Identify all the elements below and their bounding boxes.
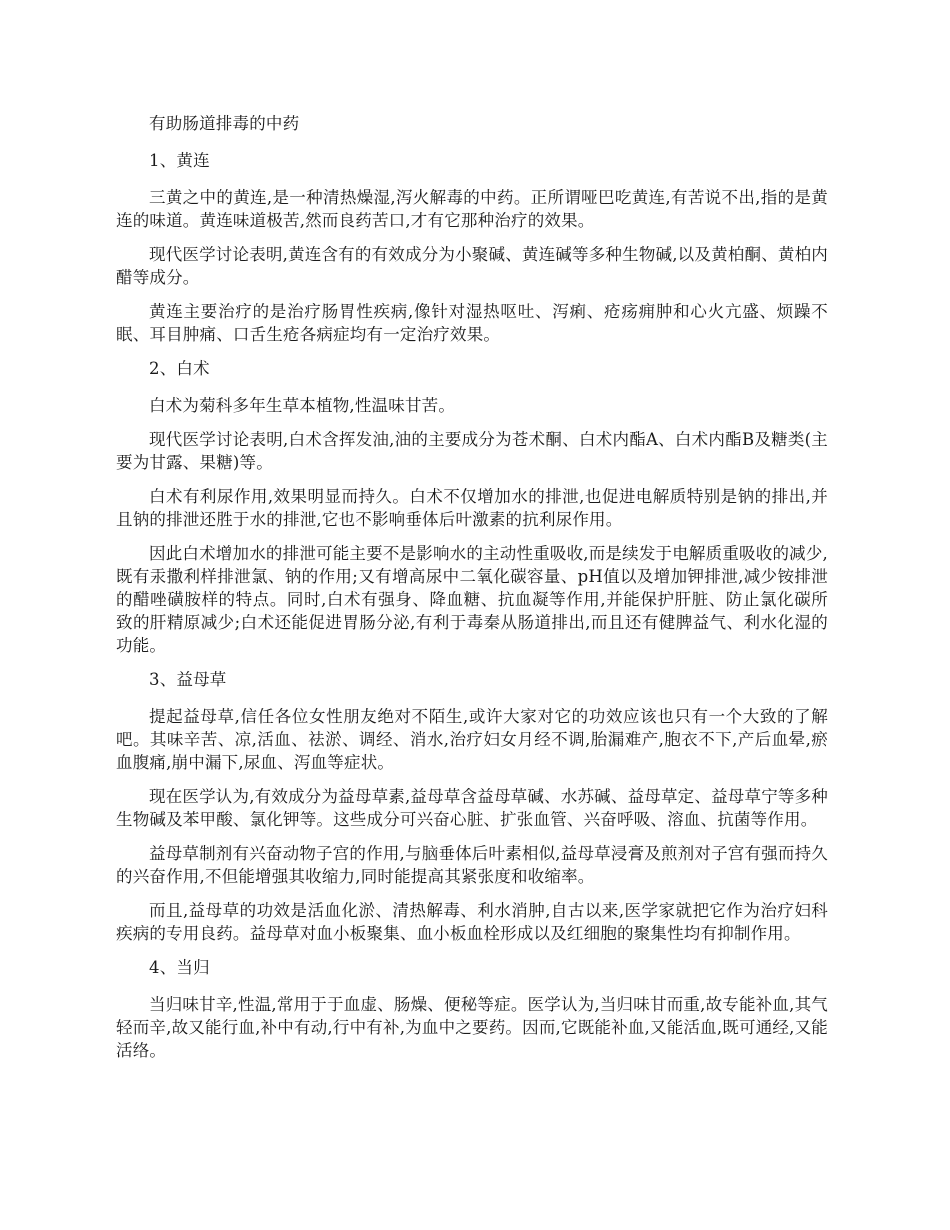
paragraph: 三黄之中的黄连,是一种清热燥湿,泻火解毒的中药。正所谓哑巴吃黄连,有苦说不出,指的是黄连的味道。黄连味道极苦,然而良药苦口,才有它那种治疗的效果。: [116, 188, 828, 230]
paragraph: 黄连主要治疗的是治疗肠胃性疾病,像针对湿热呕吐、泻痢、疮疡痈肿和心火亢盛、烦躁不眠、耳目肿痛、口舌生疮各病症均有一定治疗效果。: [116, 302, 828, 344]
document-title: 有助肠道排毒的中药: [149, 114, 300, 133]
paragraph: 白术为菊科多年生草本植物,性温味甘苦。: [149, 396, 456, 415]
paragraph: 现代医学讨论表明,白术含挥发油,油的主要成分为苍术酮、白术内酯A、白术内酯B及糖类(主要为甘露、果糖)等。: [116, 430, 828, 472]
paragraph: 因此白术增加水的排泄可能主要不是影响水的主动性重吸收,而是续发于电解质重吸收的减少,既有汞撒利样排泄氯、钠的作用;又有增高尿中二氧化碳容量、pH值以及增加钾排泄,减少铵排泄的醋唑磺胺样的特点。同时,白术有强身、降血糖、抗血凝等作用,并能保护肝脏、防止氯化碳所致的肝精原减少;白术还能促进胃肠分泌,有利于毒秦从肠道排出,而且还有健脾益气、利水化湿的功能。: [116, 544, 828, 655]
paragraph: 而且,益母草的功效是活血化淤、清热解毒、利水消肿,自古以来,医学家就把它作为治疗妇科疾病的专用良药。益母草对血小板聚集、血小板血栓形成以及红细胞的聚集性均有抑制作用。: [116, 901, 828, 943]
section-heading-danggui: 4、当归: [149, 958, 210, 977]
section-heading-huanglian: 1、黄连: [149, 151, 210, 170]
section-heading-baizhu: 2、白术: [149, 359, 210, 378]
paragraph: 当归味甘辛,性温,常用于于血虚、肠燥、便秘等症。医学认为,当归味甘而重,故专能补血,其气轻而辛,故又能行血,补中有动,行中有补,为血中之要药。因而,它既能补血,又能活血,既可通经,又能活络。: [116, 995, 828, 1060]
paragraph: 现在医学认为,有效成分为益母草素,益母草含益母草碱、水苏碱、益母草定、益母草宁等多种生物碱及苯甲酸、氯化钾等。这些成分可兴奋心脏、扩张血管、兴奋呼吸、溶血、抗菌等作用。: [116, 787, 828, 829]
paragraph: 益母草制剂有兴奋动物子宫的作用,与脑垂体后叶素相似,益母草浸膏及煎剂对子宫有强而持久的兴奋作用,不但能增强其收缩力,同时能提高其紧张度和收缩率。: [116, 844, 828, 886]
paragraph: 现代医学讨论表明,黄连含有的有效成分为小聚碱、黄连碱等多种生物碱,以及黄柏酮、黄柏内醋等成分。: [116, 245, 828, 287]
document-body: [116, 112, 828, 1073]
paragraph: 提起益母草,信任各位女性朋友绝对不陌生,或许大家对它的功效应该也只有一个大致的了解吧。其味辛苦、凉,活血、祛淤、调经、消水,治疗妇女月经不调,胎漏难产,胞衣不下,产后血晕,瘀血腹痛,崩中漏下,尿血、泻血等症状。: [116, 707, 828, 772]
section-heading-yimucao: 3、益母草: [149, 670, 227, 689]
paragraph: 白术有利尿作用,效果明显而持久。白术不仅增加水的排泄,也促进电解质特别是钠的排出,并且钠的排泄还胜于水的排泄,它也不影响垂体后叶激素的抗利尿作用。: [116, 487, 828, 529]
